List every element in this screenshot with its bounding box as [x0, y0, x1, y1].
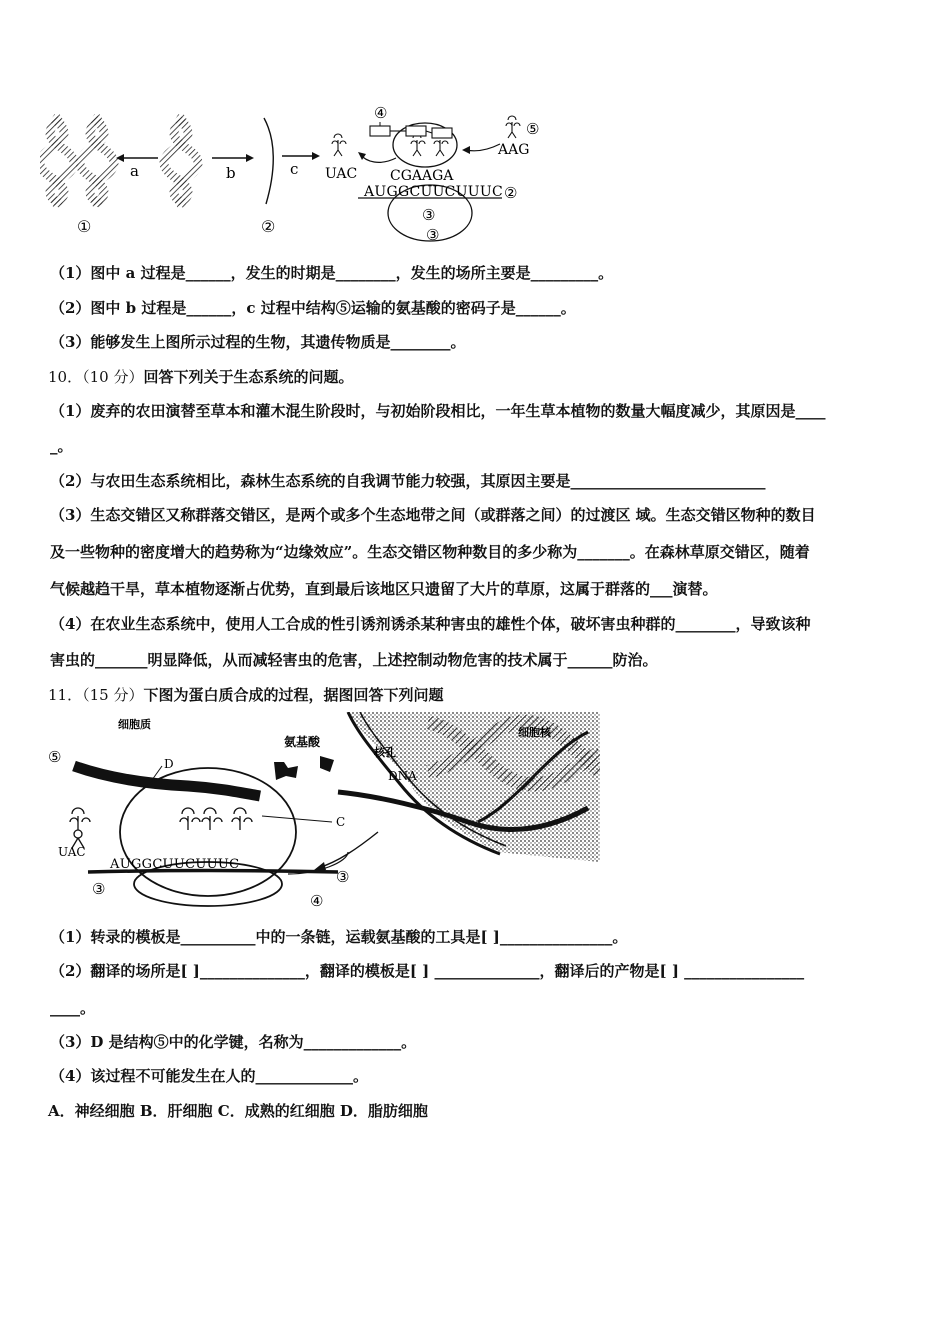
label-a: a [130, 162, 139, 180]
q10-part1a: （1）废弃的农田演替至草本和灌木混生阶段时，与初始阶段相比，一年生草本植物的数量大幅度减少，其原因是____ [50, 402, 826, 420]
q10-part1b: _。 [50, 437, 73, 455]
q11-title: 下图为蛋白质合成的过程，据图回答下列问题 [143, 686, 444, 704]
q9-part3: （3）能够发生上图所示过程的生物，其遗传物质是________。 [50, 333, 466, 351]
dna-helix-3 [164, 118, 198, 204]
fig-dna-label: DNA [388, 769, 417, 783]
fig-label-circle3b: ③ [336, 868, 350, 886]
q11-part2b: ____。 [50, 999, 96, 1017]
dna-helix-2 [80, 118, 114, 204]
q11-points: （15 分） [82, 686, 144, 704]
q11-header [48, 684, 443, 705]
fig-label-circle3a: ③ [92, 880, 106, 898]
q10-part2: （2）与农田生态系统相比，森林生态系统的自我调节能力较强，其原因主要是__________________________ [50, 472, 766, 490]
fig-label-circle4: ④ [310, 892, 324, 908]
label-circle-1: ① [77, 217, 92, 236]
q10-part3b: 及一些物种的密度增大的趋势称为“边缘效应”。生态交错区物种数目的多少称为_______。在森林草原交错区，随着 [50, 543, 810, 561]
q11-part3: （3）D 是结构⑤中的化学键，名称为_____________。 [50, 1033, 417, 1051]
anticodons-middle: CGAAGA [390, 168, 454, 184]
anticodon-right: AAG [498, 142, 530, 158]
q10-part3c: 气候越趋干旱，草本植物逐渐占优势，直到最后该地区只遗留了大片的草原，这属于群落的___演替。 [50, 580, 718, 598]
label-circle-2a: ② [504, 184, 518, 202]
q11-options: A．神经细胞 B．肝细胞 C．成熟的红细胞 D．脂肪细胞 [48, 1102, 428, 1120]
fig-label-d: D [164, 757, 174, 771]
q9-part2: （2）图中 b 过程是______，c 过程中结构⑤运输的氨基酸的密码子是______。 [50, 299, 576, 317]
fig-cytoplasm-label: 细胞质 [118, 718, 151, 731]
q11-part1: （1）转录的模板是__________中的一条链，运载氨基酸的工具是[ ]_______________。 [50, 928, 628, 946]
fig-amino-label: 氨基酸 [284, 735, 321, 749]
dna-helix-1 [40, 118, 74, 204]
label-circle-3a: ③ [422, 206, 436, 224]
figure-gene-expression [40, 100, 560, 245]
label-b: b [226, 164, 236, 182]
label-circle-5: ⑤ [526, 120, 540, 138]
label-circle-3b: ③ [426, 226, 440, 244]
fig-anticodon-uac: UAC [58, 845, 86, 859]
q10-points: （10 分） [82, 368, 144, 386]
q11-part4: （4）该过程不可能发生在人的_____________。 [50, 1067, 368, 1085]
label-c: c [290, 160, 299, 178]
q11-part2a: （2）翻译的场所是[ ]______________，翻译的模板是[ ] ______________，翻译后的产物是[ ] ________________ [50, 962, 805, 980]
figure-protein-synthesis [48, 712, 600, 908]
q10-part4b: 害虫的_______明显降低，从而减轻害虫的危害，上述控制动物危害的技术属于______防治。 [50, 651, 658, 669]
fig-label-c: C [336, 815, 346, 829]
q11-number: 11． [48, 686, 83, 704]
q10-header [48, 366, 353, 387]
label-circle-4: ④ [374, 104, 388, 122]
fig-pore-label: 核孔 [374, 746, 396, 759]
q9-part1: （1）图中 a 过程是______，发生的时期是________，发生的场所主要是_________。 [50, 264, 614, 282]
fig-mrna-seq: AUGGCUUCUUUC [110, 857, 240, 872]
q10-part3a: （3）生态交错区又称群落交错区，是两个或多个生态地带之间（或群落之间）的过渡区 域。生态交错区物种的数目 [50, 506, 816, 524]
fig-label-circle5: ⑤ [48, 748, 62, 766]
anticodon-left: UAC [325, 166, 358, 182]
q10-number: 10． [48, 368, 83, 386]
q10-part4a: （4）在农业生态系统中，使用人工合成的性引诱剂诱杀某种害虫的雄性个体，破坏害虫种群的________，导致该种 [50, 615, 811, 633]
label-circle-2b: ② [261, 217, 276, 236]
mrna-sequence: AUGGCUUCUUUC [364, 184, 504, 200]
q10-title: 回答下列关于生态系统的问题。 [143, 368, 354, 386]
fig-nucleus-label: 细胞核 [518, 726, 551, 739]
